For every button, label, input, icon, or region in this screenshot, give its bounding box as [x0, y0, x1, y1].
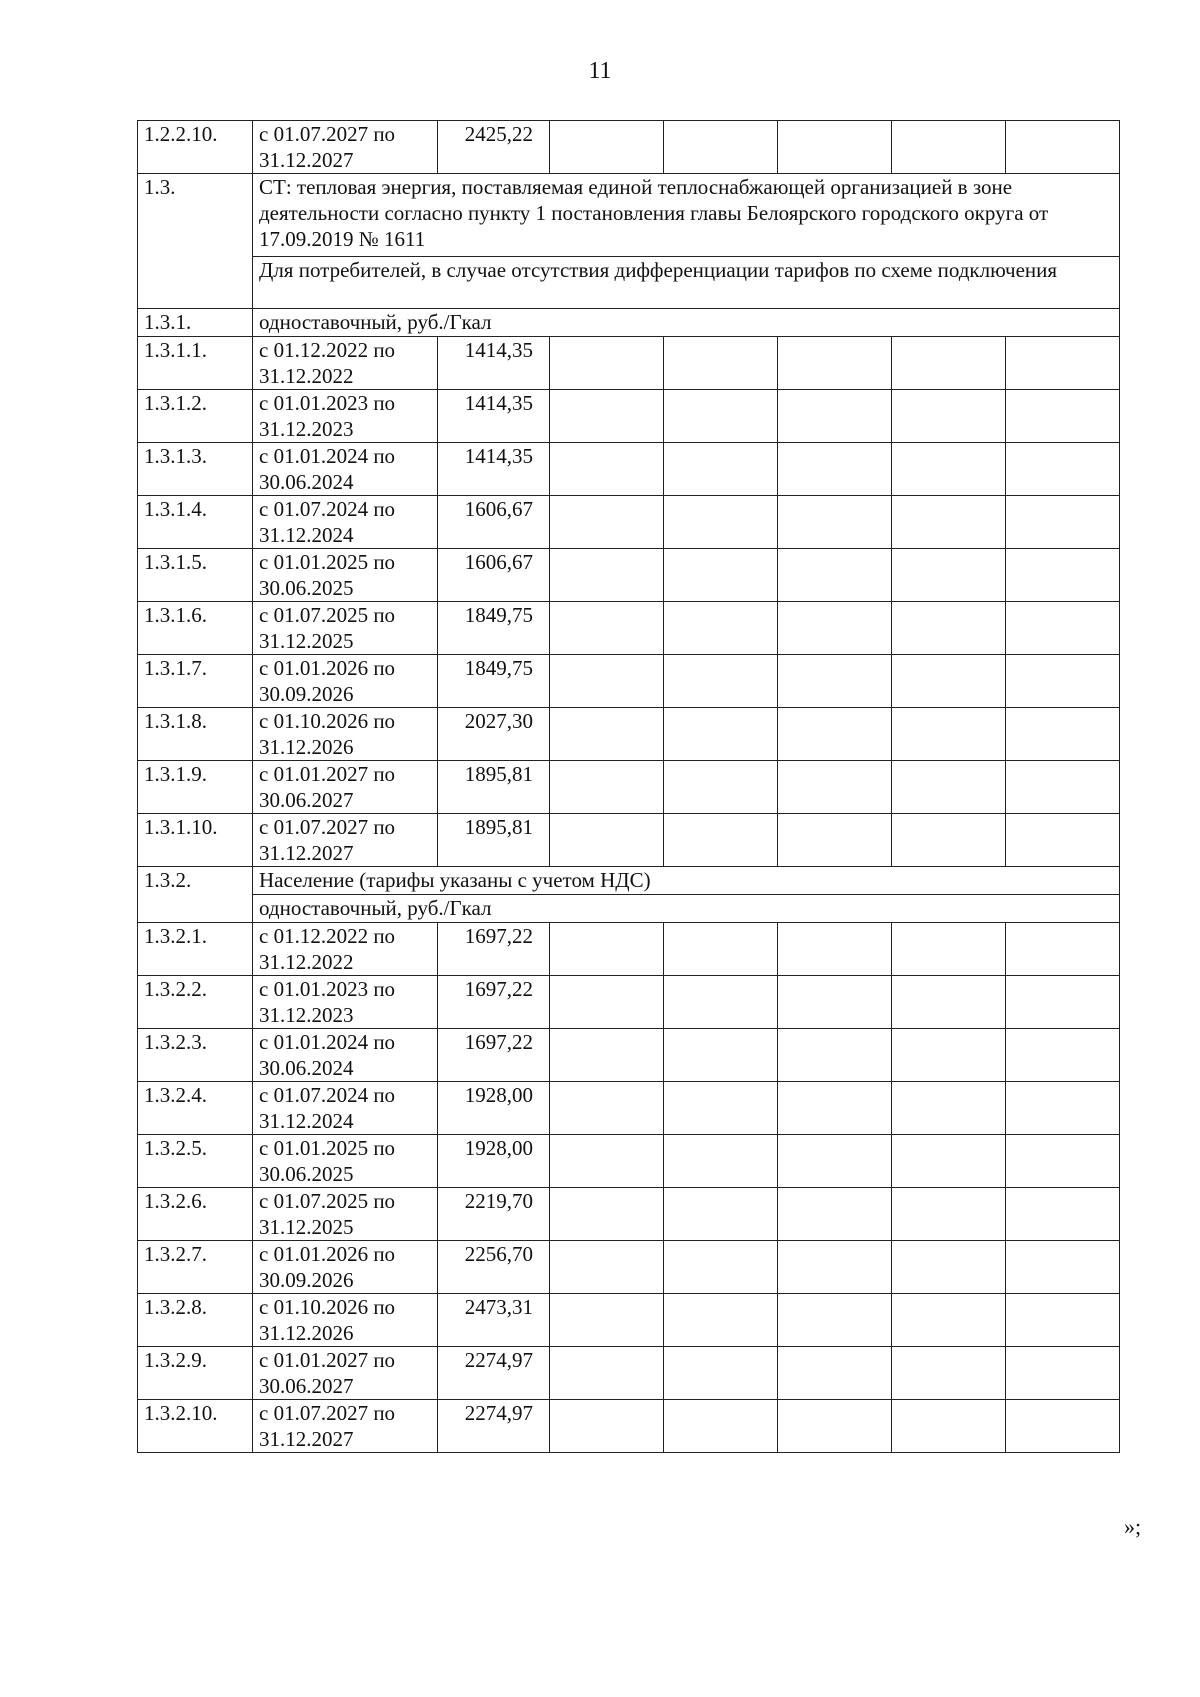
table-row [138, 1135, 1120, 1188]
empty-cell [892, 1188, 1006, 1241]
empty-cell [892, 814, 1006, 867]
table-row [138, 1294, 1120, 1347]
empty-cell [664, 814, 778, 867]
empty-cell [550, 1241, 664, 1294]
empty-cell [664, 655, 778, 708]
empty-cell [892, 1029, 1006, 1082]
empty-cell [550, 121, 664, 174]
row-code [138, 257, 253, 309]
empty-cell [892, 1400, 1006, 1453]
empty-cell [892, 549, 1006, 602]
empty-cell [1006, 976, 1120, 1029]
empty-cell [1006, 602, 1120, 655]
row-code: 1.3.1.7. [138, 655, 253, 708]
empty-cell [778, 923, 892, 976]
row-code: 1.3.2.1. [138, 923, 253, 976]
empty-cell [664, 1082, 778, 1135]
empty-cell [778, 390, 892, 443]
empty-cell [550, 1082, 664, 1135]
row-period: с 01.07.2024 по 31.12.2024 [253, 496, 438, 549]
row-value: 1697,22 [438, 1029, 550, 1082]
row-period: с 01.07.2025 по 31.12.2025 [253, 602, 438, 655]
row-value: 1697,22 [438, 923, 550, 976]
empty-cell [778, 814, 892, 867]
empty-cell [664, 976, 778, 1029]
empty-cell [550, 761, 664, 814]
row-period: с 01.01.2027 по 30.06.2027 [253, 761, 438, 814]
empty-cell [664, 708, 778, 761]
row-value: 1849,75 [438, 602, 550, 655]
row-period: с 01.01.2024 по 30.06.2024 [253, 1029, 438, 1082]
row-value: 2274,97 [438, 1347, 550, 1400]
row-code: 1.3.1.2. [138, 390, 253, 443]
row-period: с 01.01.2027 по 30.06.2027 [253, 1347, 438, 1400]
empty-cell [892, 923, 1006, 976]
empty-cell [1006, 923, 1120, 976]
row-period: с 01.01.2024 по 30.06.2024 [253, 443, 438, 496]
empty-cell [550, 602, 664, 655]
empty-cell [778, 1082, 892, 1135]
empty-cell [664, 549, 778, 602]
empty-cell [1006, 1241, 1120, 1294]
empty-cell [892, 1294, 1006, 1347]
empty-cell [550, 1029, 664, 1082]
empty-cell [778, 1135, 892, 1188]
row-code: 1.3.1.10. [138, 814, 253, 867]
row-code: 1.3.1.6. [138, 602, 253, 655]
empty-cell [1006, 337, 1120, 390]
empty-cell [892, 443, 1006, 496]
row-section-text: Для потребителей, в случае отсутствия дифференциации тарифов по схеме подключения [253, 257, 1120, 309]
empty-cell [1006, 1294, 1120, 1347]
empty-cell [664, 1347, 778, 1400]
table-row [138, 1400, 1120, 1453]
table-row [138, 814, 1120, 867]
empty-cell [1006, 1347, 1120, 1400]
table-row [138, 1188, 1120, 1241]
empty-cell [778, 1294, 892, 1347]
empty-cell [664, 443, 778, 496]
empty-cell [664, 1135, 778, 1188]
row-value: 1849,75 [438, 655, 550, 708]
row-value: 1414,35 [438, 337, 550, 390]
empty-cell [778, 655, 892, 708]
empty-cell [1006, 814, 1120, 867]
table-row [138, 761, 1120, 814]
empty-cell [550, 549, 664, 602]
row-code: 1.3.2.3. [138, 1029, 253, 1082]
row-period: с 01.10.2026 по 31.12.2026 [253, 708, 438, 761]
row-period: с 01.10.2026 по 31.12.2026 [253, 1294, 438, 1347]
empty-cell [550, 923, 664, 976]
row-period: с 01.01.2023 по 31.12.2023 [253, 390, 438, 443]
row-code: 1.3.2.7. [138, 1241, 253, 1294]
table-row [138, 549, 1120, 602]
row-value: 1414,35 [438, 443, 550, 496]
table-row [138, 121, 1120, 174]
row-period: с 01.01.2025 по 30.06.2025 [253, 1135, 438, 1188]
empty-cell [664, 121, 778, 174]
closing-quote-mark: »; [1124, 1514, 1142, 1539]
empty-cell [1006, 655, 1120, 708]
table-row [138, 602, 1120, 655]
row-code: 1.3.1.9. [138, 761, 253, 814]
row-code: 1.3.2.8. [138, 1294, 253, 1347]
empty-cell [1006, 443, 1120, 496]
empty-cell [550, 1400, 664, 1453]
empty-cell [1006, 1188, 1120, 1241]
row-value: 2219,70 [438, 1188, 550, 1241]
empty-cell [664, 1400, 778, 1453]
row-period: с 01.12.2022 по 31.12.2022 [253, 337, 438, 390]
empty-cell [550, 496, 664, 549]
empty-cell [778, 496, 892, 549]
table-body [138, 121, 1120, 1453]
row-value: 1606,67 [438, 549, 550, 602]
empty-cell [892, 496, 1006, 549]
row-section-text: одноставочный, руб./Гкал [253, 895, 1120, 923]
empty-cell [550, 814, 664, 867]
empty-cell [778, 549, 892, 602]
empty-cell [550, 1135, 664, 1188]
empty-cell [778, 761, 892, 814]
empty-cell [892, 655, 1006, 708]
row-value: 1895,81 [438, 761, 550, 814]
row-code: 1.3.1.4. [138, 496, 253, 549]
table-row [138, 867, 1120, 895]
empty-cell [892, 761, 1006, 814]
table-row [138, 1241, 1120, 1294]
empty-cell [778, 1241, 892, 1294]
empty-cell [892, 390, 1006, 443]
empty-cell [1006, 496, 1120, 549]
table-row [138, 496, 1120, 549]
row-code: 1.3.2.9. [138, 1347, 253, 1400]
table-row [138, 390, 1120, 443]
row-code: 1.3.2.6. [138, 1188, 253, 1241]
row-value: 2027,30 [438, 708, 550, 761]
table-row [138, 708, 1120, 761]
empty-cell [664, 761, 778, 814]
row-value: 1606,67 [438, 496, 550, 549]
row-section-text: СТ: тепловая энергия, поставляемая единой теплоснабжающей организацией в зоне деятельности согласно пункту 1 постановления главы Белоярского городского округа от 17.09.2019 № 1611 [253, 174, 1120, 257]
empty-cell [1006, 1029, 1120, 1082]
empty-cell [664, 1241, 778, 1294]
row-period: с 01.07.2025 по 31.12.2025 [253, 1188, 438, 1241]
empty-cell [550, 708, 664, 761]
empty-cell [778, 708, 892, 761]
row-code: 1.2.2.10. [138, 121, 253, 174]
row-period: с 01.07.2027 по 31.12.2027 [253, 814, 438, 867]
row-value: 1928,00 [438, 1135, 550, 1188]
row-code: 1.3.1.1. [138, 337, 253, 390]
empty-cell [1006, 1400, 1120, 1453]
row-period: с 01.01.2023 по 31.12.2023 [253, 976, 438, 1029]
empty-cell [892, 708, 1006, 761]
table-row [138, 976, 1120, 1029]
empty-cell [664, 496, 778, 549]
table-row [138, 1082, 1120, 1135]
table-row [138, 895, 1120, 923]
empty-cell [892, 1135, 1006, 1188]
empty-cell [892, 337, 1006, 390]
empty-cell [664, 1029, 778, 1082]
table-row [138, 1347, 1120, 1400]
row-code: 1.3.1.5. [138, 549, 253, 602]
empty-cell [550, 337, 664, 390]
table-row [138, 257, 1120, 309]
row-value: 2274,97 [438, 1400, 550, 1453]
empty-cell [892, 976, 1006, 1029]
row-period: с 01.07.2024 по 31.12.2024 [253, 1082, 438, 1135]
row-period: с 01.12.2022 по 31.12.2022 [253, 923, 438, 976]
empty-cell [778, 1347, 892, 1400]
table-row [138, 923, 1120, 976]
row-period: с 01.07.2027 по 31.12.2027 [253, 121, 438, 174]
row-code: 1.3.1.3. [138, 443, 253, 496]
page-number: 11 [588, 58, 612, 84]
empty-cell [550, 390, 664, 443]
empty-cell [1006, 1135, 1120, 1188]
empty-cell [892, 1241, 1006, 1294]
empty-cell [550, 1294, 664, 1347]
row-period: с 01.01.2025 по 30.06.2025 [253, 549, 438, 602]
row-value: 2256,70 [438, 1241, 550, 1294]
empty-cell [1006, 708, 1120, 761]
empty-cell [550, 1188, 664, 1241]
row-value: 1928,00 [438, 1082, 550, 1135]
empty-cell [664, 923, 778, 976]
table-row [138, 443, 1120, 496]
row-code: 1.3.2.4. [138, 1082, 253, 1135]
row-period: с 01.01.2026 по 30.09.2026 [253, 655, 438, 708]
empty-cell [664, 337, 778, 390]
row-value: 1895,81 [438, 814, 550, 867]
empty-cell [664, 1294, 778, 1347]
empty-cell [1006, 390, 1120, 443]
row-value: 2425,22 [438, 121, 550, 174]
empty-cell [778, 1188, 892, 1241]
empty-cell [778, 443, 892, 496]
row-code [138, 895, 253, 923]
empty-cell [778, 1400, 892, 1453]
table-row [138, 337, 1120, 390]
tariff-table [137, 120, 1120, 1453]
row-section-text: одноставочный, руб./Гкал [253, 309, 1120, 337]
row-value: 1414,35 [438, 390, 550, 443]
empty-cell [892, 602, 1006, 655]
empty-cell [778, 602, 892, 655]
row-code: 1.3.2. [138, 867, 253, 895]
empty-cell [550, 655, 664, 708]
table-row [138, 1029, 1120, 1082]
row-value: 1697,22 [438, 976, 550, 1029]
empty-cell [550, 1347, 664, 1400]
empty-cell [664, 1188, 778, 1241]
table-row [138, 655, 1120, 708]
empty-cell [664, 390, 778, 443]
empty-cell [892, 121, 1006, 174]
empty-cell [892, 1082, 1006, 1135]
row-code: 1.3.1.8. [138, 708, 253, 761]
empty-cell [664, 602, 778, 655]
row-code: 1.3.2.2. [138, 976, 253, 1029]
row-code: 1.3. [138, 174, 253, 257]
empty-cell [1006, 1082, 1120, 1135]
empty-cell [778, 337, 892, 390]
row-code: 1.3.2.5. [138, 1135, 253, 1188]
row-value: 2473,31 [438, 1294, 550, 1347]
empty-cell [1006, 761, 1120, 814]
empty-cell [778, 121, 892, 174]
empty-cell [550, 443, 664, 496]
row-period: с 01.07.2027 по 31.12.2027 [253, 1400, 438, 1453]
row-section-text: Население (тарифы указаны с учетом НДС) [253, 867, 1120, 895]
empty-cell [778, 1029, 892, 1082]
row-code: 1.3.1. [138, 309, 253, 337]
table-row [138, 174, 1120, 257]
empty-cell [1006, 549, 1120, 602]
row-code: 1.3.2.10. [138, 1400, 253, 1453]
empty-cell [778, 976, 892, 1029]
empty-cell [550, 976, 664, 1029]
table-row [138, 309, 1120, 337]
empty-cell [1006, 121, 1120, 174]
empty-cell [892, 1347, 1006, 1400]
row-period: с 01.01.2026 по 30.09.2026 [253, 1241, 438, 1294]
